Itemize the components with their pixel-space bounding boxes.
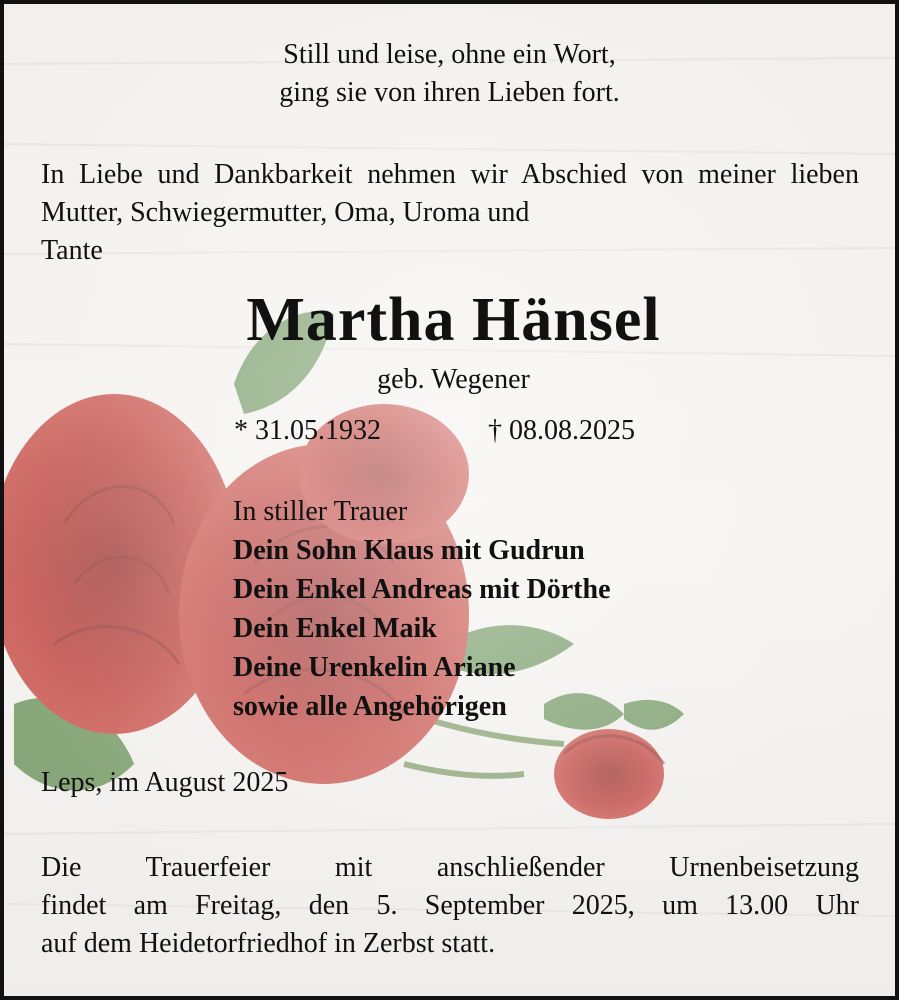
mourners-heading: In stiller Trauer — [233, 496, 408, 527]
birth-date: * 31.05.1932 — [234, 415, 381, 446]
mourner-name: Dein Enkel Maik — [233, 613, 437, 644]
mourner-name: Dein Sohn Klaus mit Gudrun — [233, 535, 585, 566]
funeral-notice — [41, 849, 859, 963]
funeral-line: Die Trauerfeier mit anschließender Urnenbeisetzung — [41, 852, 859, 883]
mourner-name: Dein Enkel Andreas mit Dörthe — [233, 574, 611, 605]
mourner-name: sowie alle Angehörigen — [233, 691, 507, 722]
funeral-line: findet am Freitag, den 5. September 2025, um 13.00 Uhr — [41, 890, 859, 921]
funeral-line: auf dem Heidetorfriedhof in Zerbst statt. — [41, 928, 496, 959]
intro-paragraph — [41, 156, 859, 270]
intro-text-end: Tante — [41, 235, 103, 266]
death-date: † 08.08.2025 — [488, 415, 635, 446]
mourners-block — [233, 492, 611, 726]
poem-line: Still und leise, ohne ein Wort, — [283, 39, 616, 70]
place-date: Leps, im August 2025 — [41, 767, 289, 798]
intro-text: In Liebe und Dankbarkeit nehmen wir Abschied von meiner lieben Mutter, Schwiegermutter, Oma, Uroma und — [41, 159, 859, 228]
poem-line: ging sie von ihren Lieben fort. — [279, 77, 620, 108]
birth-name: geb. Wegener — [377, 364, 530, 395]
deceased-name: Martha Hänsel — [246, 286, 661, 354]
mourner-name: Deine Urenkelin Ariane — [233, 652, 516, 683]
poem — [4, 36, 895, 112]
